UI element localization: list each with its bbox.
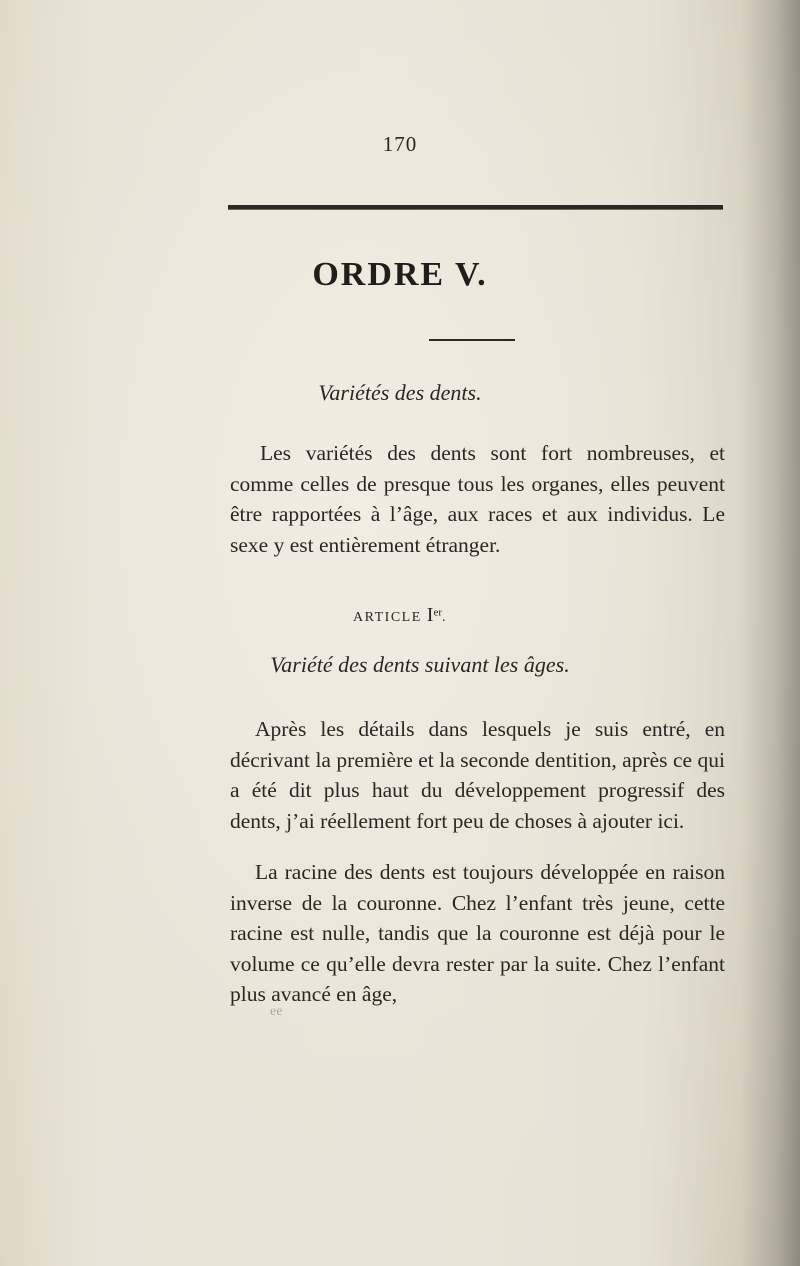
title-underline-rule bbox=[429, 339, 515, 341]
paragraph-details: Après les détails dans lesquels je suis entré, en décrivant la première et la seconde dentition, après ce qui a été dit plus haut du développement progressif des dents, j’ai réellement fort peu de choses à ajouter ici. bbox=[230, 717, 725, 833]
article-number: I bbox=[426, 604, 434, 626]
header-rule bbox=[228, 205, 723, 210]
article-suffix: er bbox=[433, 606, 442, 619]
chapter-subtitle: Variétés des dents. bbox=[318, 380, 482, 405]
article-heading: ARTICLE Ier. bbox=[353, 604, 447, 626]
signature-mark: ee bbox=[270, 1004, 283, 1019]
chapter-title: ORDRE V. bbox=[312, 256, 488, 293]
spine-shadow bbox=[740, 0, 800, 1266]
paragraph-roots: La racine des dents est toujours développée en raison inverse de la couronne. Chez l’enfant très jeune, cette racine est nulle, tandis que la couronne est déjà pour le volume ce qu’elle devra rester par la suite. Chez l’enfant plus avancé en âge, bbox=[230, 860, 725, 1006]
section-title: Variété des dents suivant les âges. bbox=[270, 652, 570, 677]
article-label: ARTICLE bbox=[353, 610, 422, 625]
page-number: 170 bbox=[382, 132, 418, 156]
paragraph-intro: Les variétés des dents sont fort nombreuses, et comme celles de presque tous les organes, elles peuvent être rapportées à l’âge, aux races et aux individus. Le sexe y est entièrement étranger. bbox=[230, 441, 725, 557]
show-through-text bbox=[215, 170, 735, 200]
